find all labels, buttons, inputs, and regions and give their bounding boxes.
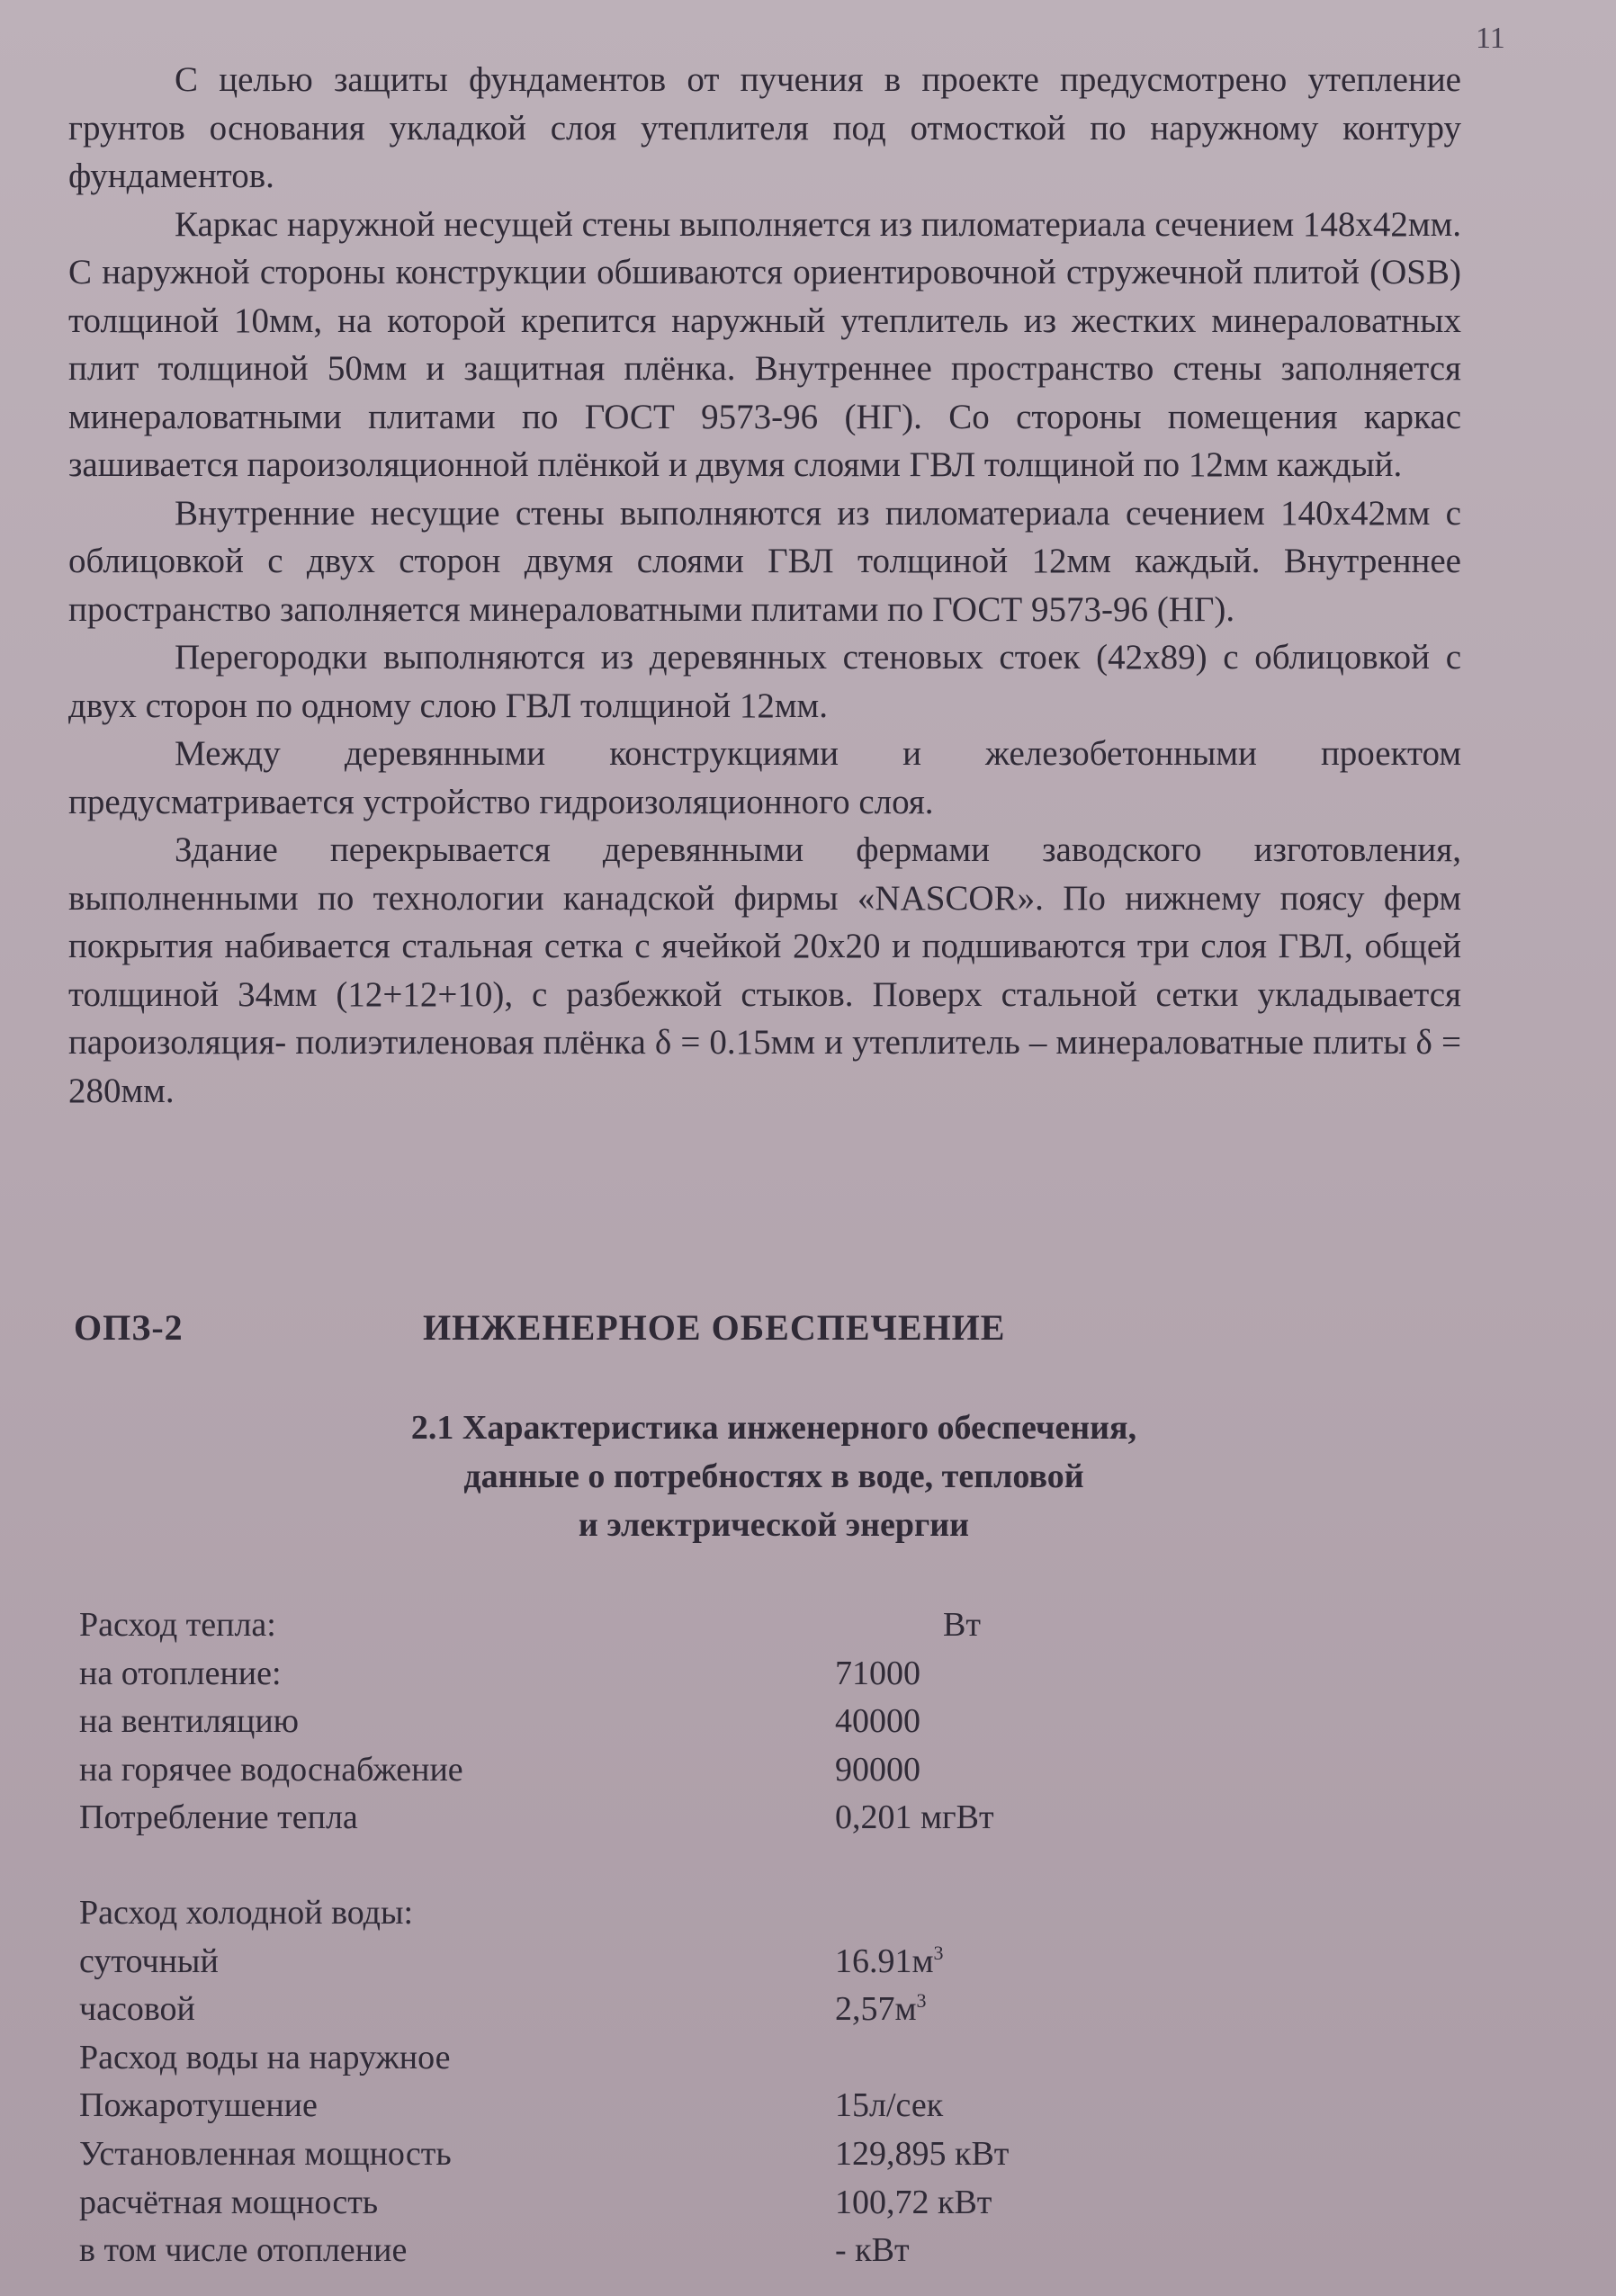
paragraph-roof-trusses: Здание перекрывается деревянными фермами заводского изготовления, выполненными по технологии канадской фирмы «NASCOR». По нижнему поясу ферм покрытия набивается стальная сетка с ячейкой 20х20 и подшиваются три слоя ГВЛ, общей толщиной 34мм (12+12+10), с разбежкой стыков. Поверх стальной сетки укладывается пароизоляция- полиэтиленовая плёнка δ = 0.15мм и утеплитель – минераловатные плиты δ = 280мм. [68, 830, 1461, 1110]
row-value: 129,895 кВт [835, 2134, 1010, 2173]
body-text [68, 56, 1461, 1115]
row-value: 71000 [835, 1654, 920, 1692]
row-label: Установленная мощность [79, 2134, 452, 2173]
section-code: ОПЗ-2 [74, 1307, 184, 1348]
paragraph-foundation-insulation: С целью защиты фундаментов от пучения в проекте предусмотрено утепление грунтов основания укладкой слоя утеплителя под отмосткой по наружному контуру фундаментов. [68, 60, 1461, 195]
cubic-superscript: 3 [916, 1989, 927, 2013]
table-row [79, 2179, 1159, 2228]
heat-header-label: Расход тепла: [79, 1606, 276, 1644]
subsection-line-1: 2.1 Характеристика инженерного обеспечения, [410, 1409, 1137, 1447]
table-row [79, 1938, 1159, 1987]
row-label: Потребление тепла [79, 1798, 358, 1837]
row-value: 100,72 кВт [835, 2183, 992, 2221]
row-value: 0,201 мгВт [835, 1798, 994, 1837]
table-row [79, 2130, 1159, 2179]
paragraph-waterproofing: Между деревянными конструкциями и железобетонными проектом предусматривается устройство гидроизоляционного слоя. [68, 734, 1461, 821]
page-number: 11 [1476, 22, 1505, 55]
table-row [79, 2034, 1159, 2083]
row-label: Пожаротушение [79, 2086, 318, 2125]
water-power-table [79, 1889, 1159, 2275]
paragraph-partitions: Перегородки выполняются из деревянных стеновых стоек (42х89) с облицовкой с двух сторон по одному слою ГВЛ толщиной 12мм. [68, 638, 1461, 725]
subsection-line-3: и электрической энергии [578, 1506, 970, 1544]
table-row [79, 1650, 1159, 1699]
row-value [835, 1986, 927, 2034]
row-label: на горячее водоснабжение [79, 1750, 463, 1789]
section-title: ИНЖЕНЕРНОЕ ОБЕСПЕЧЕНИЕ [423, 1307, 1006, 1348]
table-row [79, 2082, 1159, 2130]
row-label: на вентиляцию [79, 1702, 300, 1741]
cubic-superscript: 3 [933, 1941, 944, 1964]
row-value: 15л/сек [835, 2086, 944, 2125]
paragraph-exterior-wall: Каркас наружной несущей стены выполняется из пиломатериала сечением 148х42мм. С наружной стороны конструкции обшиваются ориентировочной стружечной плитой (OSB) толщиной 10мм, на которой крепится наружный утеплитель из жестких минераловатных плит толщиной 50мм и защитная плёнка. Внутреннее пространство стены заполняется минераловатными плитами по ГОСТ 9573-96 (НГ). Со стороны помещения каркас зашивается пароизоляционной плёнкой и двумя слоями ГВЛ толщиной по 12мм каждый. [68, 204, 1461, 484]
water-header-label: Расход холодной воды: [79, 1894, 414, 1932]
heat-unit: Вт [943, 1606, 981, 1644]
value-number: 2,57м [835, 1990, 917, 2029]
row-value: - кВт [835, 2231, 910, 2270]
water-header-row [79, 1889, 1159, 1938]
table-row [79, 1698, 1159, 1746]
subsection-line-2: данные о потребностях в воде, тепловой [463, 1457, 1084, 1495]
section-heading [74, 1306, 1243, 1360]
value-number: 16.91м [835, 1942, 934, 1980]
row-label: в том числе отопление [79, 2231, 408, 2270]
heat-header-row [79, 1601, 1159, 1650]
row-value: 90000 [835, 1750, 920, 1789]
table-row [79, 1746, 1159, 1795]
table-row [79, 1794, 1159, 1843]
row-value: 40000 [835, 1702, 920, 1741]
row-label: часовой [79, 1990, 195, 2029]
row-label: на отопление: [79, 1654, 282, 1692]
paragraph-interior-walls: Внутренние несущие стены выполняются из пиломатериала сечением 140х42мм с облицовкой с двух сторон двумя слоями ГВЛ толщиной 12мм каждый. Внутреннее пространство заполняется минераловатными плитами по ГОСТ 9573-96 (НГ). [68, 493, 1461, 629]
subsection-heading [90, 1404, 1458, 1549]
table-row [79, 2227, 1159, 2275]
row-label: расчётная мощность [79, 2183, 379, 2221]
table-row [79, 1986, 1159, 2034]
row-label: суточный [79, 1942, 219, 1980]
heat-consumption-table [79, 1601, 1159, 1843]
row-value [835, 1938, 944, 1987]
row-label: Расход воды на наружное [79, 2038, 451, 2076]
